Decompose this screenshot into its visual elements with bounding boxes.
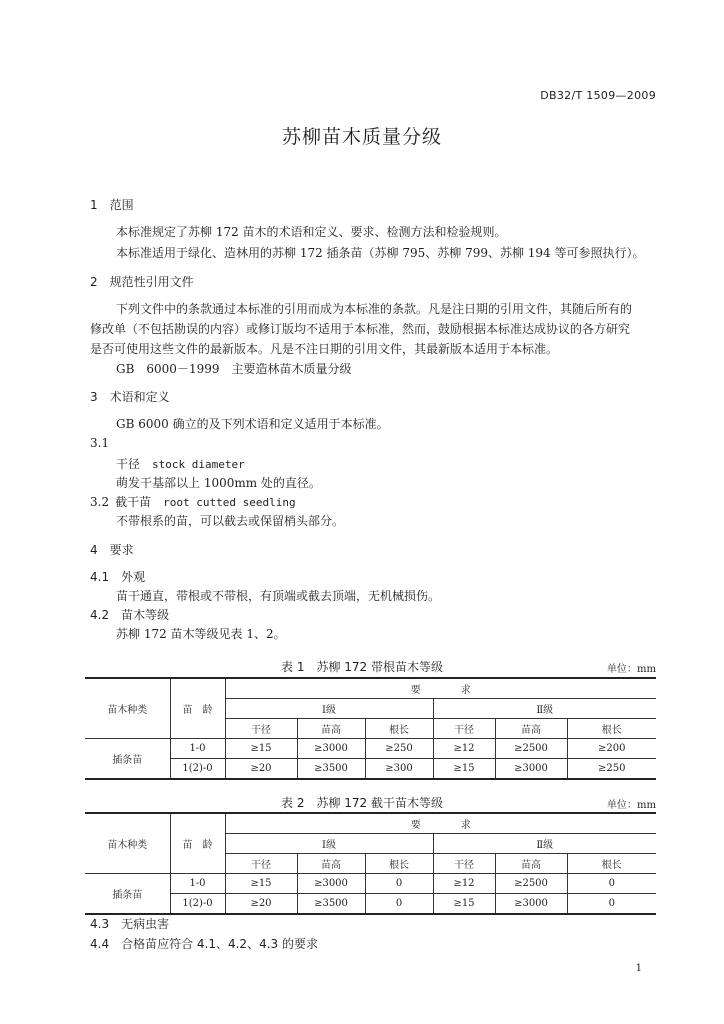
table-2: [85, 812, 656, 915]
table-row: [85, 678, 656, 699]
value-cell: ≥3000: [495, 759, 567, 780]
section-4-4-heading: 4.4 合格苗应符合 4.1、4.2、4.3 的要求: [90, 937, 318, 951]
term-chinese: 干径: [116, 457, 141, 471]
value-cell: ≥12: [433, 739, 495, 759]
header-species: 苗木种类: [85, 678, 170, 739]
table-row: [85, 739, 656, 759]
table-2-unit: 单位：mm: [607, 800, 656, 811]
header-requirements: 要 求: [225, 813, 656, 834]
age-cell: 1(2)-0: [170, 759, 225, 780]
subheader-cell: 苗高: [297, 854, 365, 874]
header-age: 苗 龄: [170, 813, 225, 874]
value-cell: ≥250: [567, 759, 656, 780]
document-title: 苏柳苗木质量分级: [281, 126, 442, 148]
section-3-heading: 3 术语和定义: [90, 390, 170, 404]
section-2-heading: 2 规范性引用文件: [90, 275, 194, 289]
document-code: DB32/T 1509—2009: [540, 89, 656, 102]
value-cell: ≥3000: [297, 874, 365, 894]
section-3-paragraph: GB 6000 确立的及下列术语和定义适用于本标准。: [116, 417, 389, 431]
value-cell: 0: [365, 874, 433, 894]
section-3-2-definition: 不带根系的苗，可以截去或保留梢头部分。: [116, 514, 345, 528]
section-3-2-term: [90, 493, 296, 510]
value-cell: 0: [567, 874, 656, 894]
subheader-cell: 根长: [567, 854, 656, 874]
subheader-cell: 干径: [225, 854, 297, 874]
value-cell: ≥300: [365, 759, 433, 780]
section-4-1-paragraph: 苗干通直，带根或不带根，有顶端或截去顶端，无机械损伤。: [116, 589, 441, 603]
value-cell: ≥3000: [297, 739, 365, 759]
section-2-line-3: 是否可使用这些文件的最新版本。凡是不注日期的引用文件，其最新版本适用于本标准。: [90, 342, 559, 356]
header-grade-1: Ⅰ级: [225, 834, 433, 854]
subheader-cell: 苗高: [495, 719, 567, 739]
section-4-2-paragraph: 苏柳 172 苗木等级见表 1、2。: [116, 627, 286, 641]
species-cell: 插条苗: [85, 739, 170, 780]
section-1-heading: 1 范围: [90, 198, 134, 212]
page-number: 1: [635, 963, 642, 974]
subheader-cell: 干径: [433, 719, 495, 739]
value-cell: ≥15: [433, 894, 495, 915]
section-4-3-heading: 4.3 无病虫害: [90, 917, 170, 931]
section-4-1-heading: 4.1 外观: [90, 570, 146, 584]
value-cell: ≥3500: [297, 894, 365, 915]
value-cell: 0: [365, 894, 433, 915]
section-3-1-number: 3.1: [90, 436, 110, 450]
subheader-cell: 苗高: [297, 719, 365, 739]
value-cell: ≥2500: [495, 739, 567, 759]
header-grade-1: Ⅰ级: [225, 699, 433, 719]
subheader-cell: 干径: [433, 854, 495, 874]
section-2-line-1: 下列文件中的条款通过本标准的引用而成为本标准的条款。凡是注日期的引用文件，其随后所有的: [116, 302, 633, 316]
value-cell: ≥12: [433, 874, 495, 894]
header-requirements: 要 求: [225, 678, 656, 699]
value-cell: ≥200: [567, 739, 656, 759]
table-row: [85, 894, 656, 915]
subheader-cell: 干径: [225, 719, 297, 739]
table-row: [85, 759, 656, 780]
value-cell: ≥15: [225, 874, 297, 894]
term-chinese: 截干苗: [115, 495, 152, 509]
species-cell: 插条苗: [85, 874, 170, 915]
value-cell: ≥250: [365, 739, 433, 759]
section-3-2-number: 3.2: [90, 495, 110, 509]
value-cell: ≥20: [225, 759, 297, 780]
value-cell: ≥15: [225, 739, 297, 759]
header-species: 苗木种类: [85, 813, 170, 874]
table-2-caption: 表 2 苏柳 172 截干苗木等级: [281, 796, 443, 810]
value-cell: ≥15: [433, 759, 495, 780]
value-cell: 0: [567, 894, 656, 915]
header-age: 苗 龄: [170, 678, 225, 739]
subheader-cell: 根长: [567, 719, 656, 739]
value-cell: ≥3500: [297, 759, 365, 780]
section-1-paragraph-1: 本标准规定了苏柳 172 苗木的术语和定义、要求、检测方法和检验规则。: [116, 225, 507, 239]
subheader-cell: 根长: [365, 719, 433, 739]
table-1: [85, 677, 656, 780]
table-row: [85, 874, 656, 894]
term-english: stock diameter: [152, 458, 245, 471]
section-4-2-heading: 4.2 苗木等级: [90, 608, 170, 622]
age-cell: 1(2)-0: [170, 894, 225, 915]
subheader-cell: 根长: [365, 854, 433, 874]
section-4-heading: 4 要求: [90, 543, 134, 557]
section-2-reference: GB 6000－1999 主要造林苗木质量分级: [116, 362, 352, 376]
age-cell: 1-0: [170, 874, 225, 894]
header-grade-2: Ⅱ级: [433, 834, 656, 854]
table-row: [85, 813, 656, 834]
section-2-line-2: 修改单（不包括勘误的内容）或修订版均不适用于本标准，然而，鼓励根据本标准达成协议的各方研究: [90, 322, 631, 336]
term-english: root cutted seedling: [163, 496, 296, 509]
table-1-caption: 表 1 苏柳 172 带根苗木等级: [281, 660, 443, 674]
subheader-cell: 苗高: [495, 854, 567, 874]
header-grade-2: Ⅱ级: [433, 699, 656, 719]
table-1-unit: 单位：mm: [607, 664, 656, 675]
section-1-paragraph-2: 本标准适用于绿化、造林用的苏柳 172 插条苗（苏柳 795、苏柳 799、苏柳 194 等可参照执行）。: [116, 246, 645, 260]
value-cell: ≥3000: [495, 894, 567, 915]
section-3-1-term: [116, 455, 245, 472]
age-cell: 1-0: [170, 739, 225, 759]
value-cell: ≥20: [225, 894, 297, 915]
section-3-1-definition: 萌发干基部以上 1000mm 处的直径。: [116, 476, 321, 490]
value-cell: ≥2500: [495, 874, 567, 894]
